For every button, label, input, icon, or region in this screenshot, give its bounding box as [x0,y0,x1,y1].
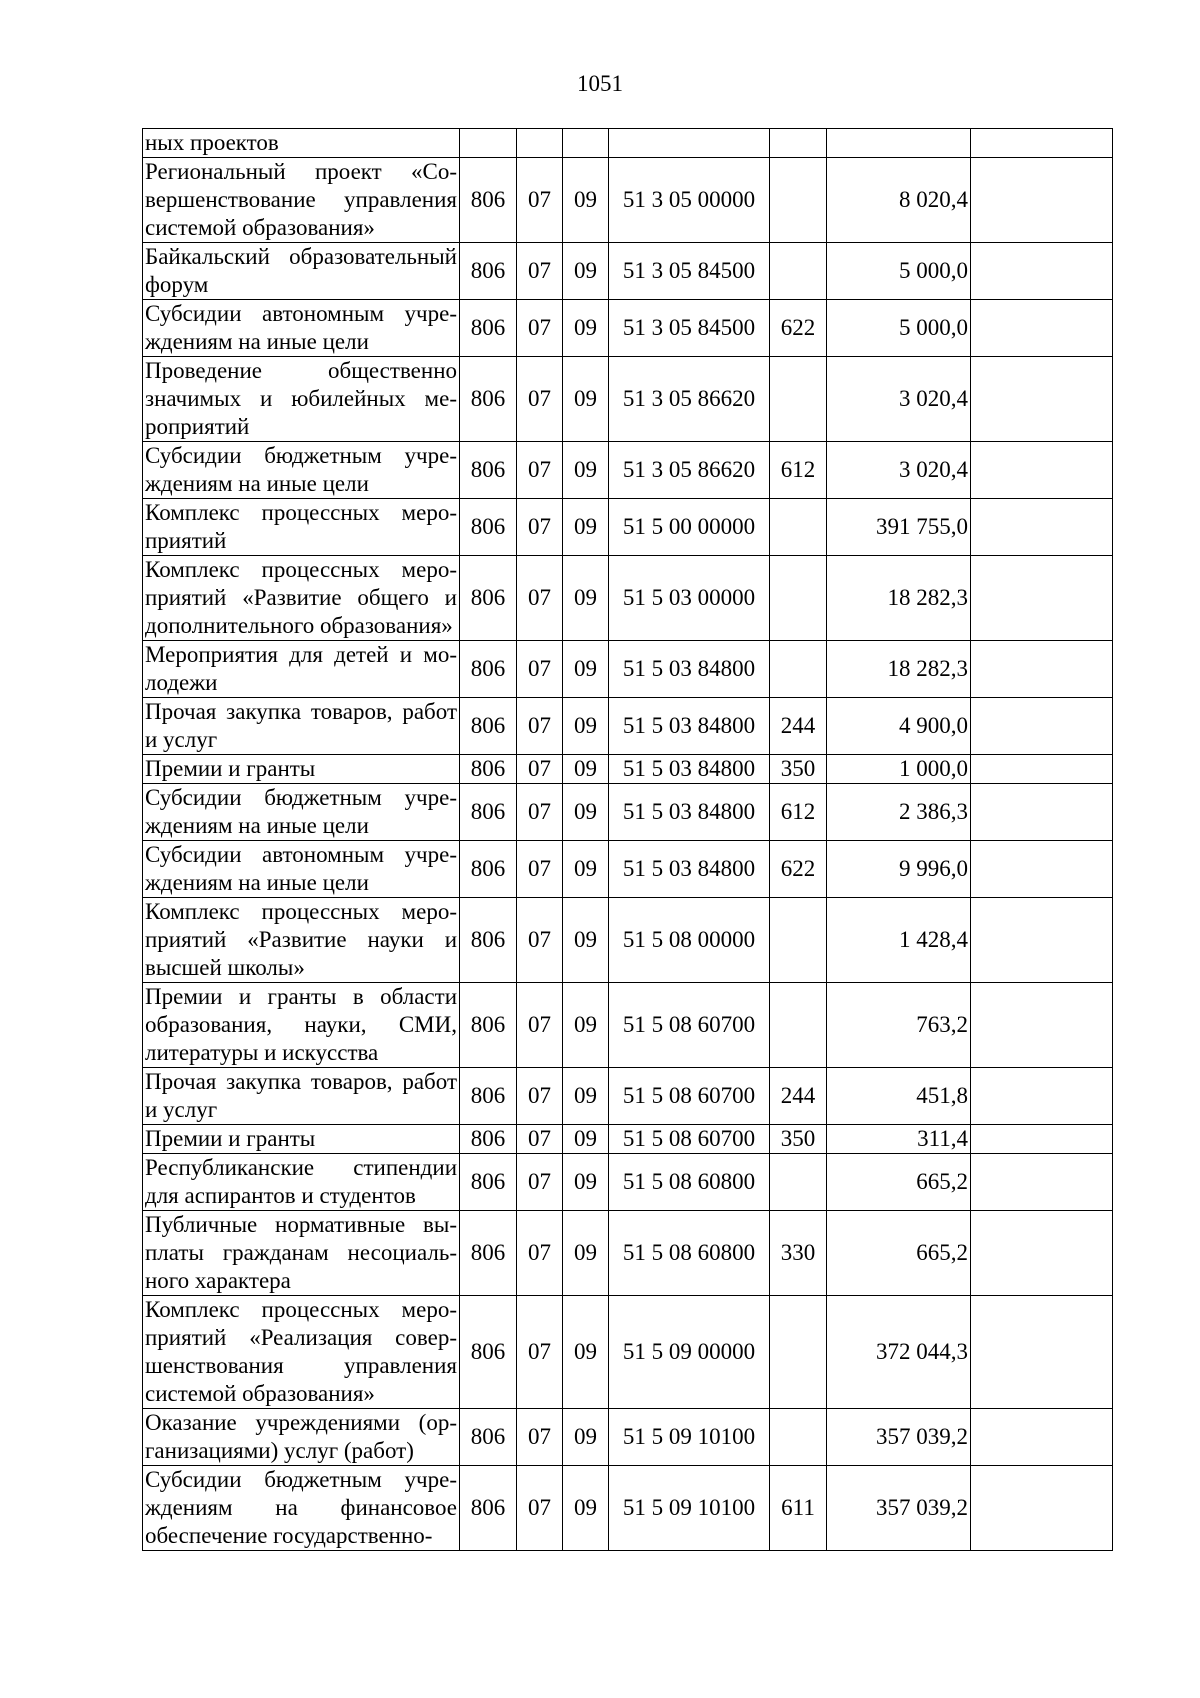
cell-name: ных проектов [143,129,460,158]
cell-target-article-code: 51 5 09 10100 [609,1466,770,1551]
cell-section-code: 07 [517,1296,563,1409]
table-row [143,442,1113,499]
cell-subsection-code: 09 [563,784,609,841]
cell-section-code: 07 [517,755,563,784]
table-row [143,1154,1113,1211]
cell-grbs-code: 806 [460,1409,517,1466]
cell-empty [971,442,1113,499]
cell-target-article-code: 51 5 08 60800 [609,1154,770,1211]
table-row [143,1211,1113,1296]
cell-name: Публичные нормативные выплаты гражданам несоциального характера [143,1211,460,1296]
cell-grbs-code: 806 [460,499,517,556]
cell-grbs-code: 806 [460,1068,517,1125]
cell-empty [971,300,1113,357]
table-row [143,499,1113,556]
cell-subsection-code: 09 [563,158,609,243]
cell-expense-type-code: 622 [770,300,827,357]
cell-expense-type-code [770,983,827,1068]
cell-target-article-code: 51 5 00 00000 [609,499,770,556]
cell-target-article-code: 51 5 03 84800 [609,755,770,784]
cell-grbs-code: 806 [460,898,517,983]
cell-empty [971,898,1113,983]
cell-target-article-code: 51 5 03 00000 [609,556,770,641]
cell-amount: 4 900,0 [827,698,971,755]
table-row [143,1296,1113,1409]
cell-subsection-code: 09 [563,499,609,556]
cell-name: Мероприятия для детей и молодежи [143,641,460,698]
cell-section-code [517,129,563,158]
cell-grbs-code: 806 [460,300,517,357]
cell-grbs-code: 806 [460,698,517,755]
cell-name: Региональный проект «Совершенствование управления системой образования» [143,158,460,243]
cell-expense-type-code: 611 [770,1466,827,1551]
cell-target-article-code: 51 3 05 84500 [609,300,770,357]
cell-empty [971,983,1113,1068]
cell-amount: 8 020,4 [827,158,971,243]
cell-empty [971,1466,1113,1551]
cell-expense-type-code [770,1409,827,1466]
table-row [143,357,1113,442]
cell-expense-type-code [770,641,827,698]
cell-expense-type-code [770,357,827,442]
cell-amount [827,129,971,158]
cell-empty [971,755,1113,784]
cell-name: Премии и гранты [143,755,460,784]
cell-expense-type-code: 330 [770,1211,827,1296]
cell-subsection-code: 09 [563,841,609,898]
cell-empty [971,1125,1113,1154]
cell-empty [971,1211,1113,1296]
cell-expense-type-code [770,158,827,243]
cell-grbs-code: 806 [460,357,517,442]
cell-target-article-code: 51 5 08 60700 [609,1125,770,1154]
cell-grbs-code: 806 [460,442,517,499]
cell-subsection-code: 09 [563,1296,609,1409]
cell-amount: 357 039,2 [827,1466,971,1551]
cell-name: Прочая закупка товаров, работ и услуг [143,698,460,755]
cell-amount: 451,8 [827,1068,971,1125]
cell-expense-type-code [770,898,827,983]
cell-subsection-code: 09 [563,357,609,442]
cell-grbs-code: 806 [460,1125,517,1154]
cell-section-code: 07 [517,983,563,1068]
cell-empty [971,784,1113,841]
cell-name: Республиканские стипендии для аспирантов и студентов [143,1154,460,1211]
cell-name: Субсидии автономным учреждениям на иные цели [143,300,460,357]
cell-amount: 3 020,4 [827,442,971,499]
cell-amount: 5 000,0 [827,243,971,300]
table-row [143,983,1113,1068]
cell-expense-type-code: 612 [770,442,827,499]
cell-target-article-code [609,129,770,158]
cell-section-code: 07 [517,698,563,755]
cell-grbs-code: 806 [460,641,517,698]
cell-amount: 665,2 [827,1154,971,1211]
cell-grbs-code: 806 [460,841,517,898]
cell-name: Комплекс процессных мероприятий «Развитие общего и дополнительного образования» [143,556,460,641]
cell-section-code: 07 [517,841,563,898]
table-row [143,556,1113,641]
cell-grbs-code: 806 [460,755,517,784]
cell-name: Субсидии бюджетным учреждениям на иные цели [143,784,460,841]
cell-amount: 5 000,0 [827,300,971,357]
cell-grbs-code: 806 [460,1154,517,1211]
table-row [143,1125,1113,1154]
cell-name: Комплекс процессных мероприятий «Реализация совершенствования управления системой образования» [143,1296,460,1409]
cell-target-article-code: 51 3 05 84500 [609,243,770,300]
cell-subsection-code: 09 [563,641,609,698]
cell-subsection-code: 09 [563,442,609,499]
cell-subsection-code: 09 [563,755,609,784]
cell-subsection-code: 09 [563,1409,609,1466]
cell-section-code: 07 [517,1154,563,1211]
cell-name: Субсидии бюджетным учреждениям на иные цели [143,442,460,499]
cell-expense-type-code: 244 [770,698,827,755]
budget-table [142,128,1113,1551]
cell-subsection-code: 09 [563,243,609,300]
cell-name: Оказание учреждениями (организациями) услуг (работ) [143,1409,460,1466]
cell-empty [971,641,1113,698]
cell-subsection-code: 09 [563,1154,609,1211]
cell-amount: 2 386,3 [827,784,971,841]
cell-expense-type-code [770,556,827,641]
cell-name: Комплекс процессных мероприятий [143,499,460,556]
table-row [143,698,1113,755]
cell-section-code: 07 [517,1068,563,1125]
cell-amount: 665,2 [827,1211,971,1296]
cell-name: Субсидии бюджетным учреждениям на финансовое обеспечение государственно- [143,1466,460,1551]
cell-empty [971,129,1113,158]
cell-amount: 357 039,2 [827,1409,971,1466]
cell-grbs-code: 806 [460,983,517,1068]
cell-amount: 18 282,3 [827,641,971,698]
cell-subsection-code: 09 [563,1466,609,1551]
table-row [143,1068,1113,1125]
table-row [143,243,1113,300]
cell-empty [971,1154,1113,1211]
cell-expense-type-code [770,1296,827,1409]
table-body [143,129,1113,1551]
cell-target-article-code: 51 3 05 86620 [609,442,770,499]
cell-expense-type-code [770,129,827,158]
cell-name: Комплекс процессных мероприятий «Развитие науки и высшей школы» [143,898,460,983]
cell-empty [971,1296,1113,1409]
cell-section-code: 07 [517,1466,563,1551]
cell-amount: 3 020,4 [827,357,971,442]
cell-empty [971,698,1113,755]
cell-empty [971,841,1113,898]
table-row [143,1466,1113,1551]
table-row [143,841,1113,898]
cell-grbs-code [460,129,517,158]
cell-section-code: 07 [517,1211,563,1296]
cell-subsection-code: 09 [563,1068,609,1125]
cell-target-article-code: 51 3 05 00000 [609,158,770,243]
cell-target-article-code: 51 5 03 84800 [609,641,770,698]
cell-section-code: 07 [517,158,563,243]
cell-empty [971,243,1113,300]
cell-empty [971,499,1113,556]
cell-name: Премии и гранты в области образования, науки, СМИ, литературы и искусства [143,983,460,1068]
cell-grbs-code: 806 [460,1466,517,1551]
cell-amount: 311,4 [827,1125,971,1154]
cell-grbs-code: 806 [460,158,517,243]
table-row [143,1409,1113,1466]
cell-subsection-code: 09 [563,1211,609,1296]
table-row [143,129,1113,158]
cell-amount: 18 282,3 [827,556,971,641]
cell-amount: 391 755,0 [827,499,971,556]
cell-subsection-code: 09 [563,1125,609,1154]
cell-section-code: 07 [517,556,563,641]
cell-target-article-code: 51 5 08 60800 [609,1211,770,1296]
cell-section-code: 07 [517,499,563,556]
cell-target-article-code: 51 5 08 60700 [609,1068,770,1125]
cell-name: Премии и гранты [143,1125,460,1154]
cell-target-article-code: 51 5 08 00000 [609,898,770,983]
cell-empty [971,556,1113,641]
cell-grbs-code: 806 [460,1296,517,1409]
table-row [143,755,1113,784]
cell-amount: 1 000,0 [827,755,971,784]
cell-expense-type-code: 622 [770,841,827,898]
cell-section-code: 07 [517,1409,563,1466]
cell-name: Прочая закупка товаров, работ и услуг [143,1068,460,1125]
cell-target-article-code: 51 5 03 84800 [609,784,770,841]
cell-grbs-code: 806 [460,243,517,300]
cell-expense-type-code [770,243,827,300]
cell-target-article-code: 51 5 09 00000 [609,1296,770,1409]
cell-expense-type-code: 612 [770,784,827,841]
cell-section-code: 07 [517,357,563,442]
cell-empty [971,1409,1113,1466]
cell-section-code: 07 [517,1125,563,1154]
table-row [143,641,1113,698]
cell-subsection-code: 09 [563,698,609,755]
cell-amount: 763,2 [827,983,971,1068]
cell-section-code: 07 [517,784,563,841]
table-row [143,784,1113,841]
cell-subsection-code: 09 [563,556,609,641]
cell-empty [971,158,1113,243]
cell-grbs-code: 806 [460,556,517,641]
cell-expense-type-code: 244 [770,1068,827,1125]
cell-name: Проведение общественно значимых и юбилейных мероприятий [143,357,460,442]
cell-grbs-code: 806 [460,1211,517,1296]
table-row [143,898,1113,983]
cell-empty [971,357,1113,442]
table-row [143,300,1113,357]
table-row [143,158,1113,243]
cell-subsection-code: 09 [563,300,609,357]
cell-amount: 1 428,4 [827,898,971,983]
cell-target-article-code: 51 5 08 60700 [609,983,770,1068]
cell-expense-type-code: 350 [770,1125,827,1154]
cell-target-article-code: 51 5 03 84800 [609,698,770,755]
cell-expense-type-code: 350 [770,755,827,784]
cell-target-article-code: 51 3 05 86620 [609,357,770,442]
cell-section-code: 07 [517,898,563,983]
cell-target-article-code: 51 5 09 10100 [609,1409,770,1466]
cell-amount: 372 044,3 [827,1296,971,1409]
cell-name: Байкальский образовательный форум [143,243,460,300]
cell-amount: 9 996,0 [827,841,971,898]
cell-empty [971,1068,1113,1125]
cell-subsection-code [563,129,609,158]
cell-section-code: 07 [517,641,563,698]
cell-section-code: 07 [517,442,563,499]
cell-target-article-code: 51 5 03 84800 [609,841,770,898]
cell-subsection-code: 09 [563,983,609,1068]
page-number: 1051 [577,71,623,96]
cell-expense-type-code [770,499,827,556]
cell-name: Субсидии автономным учреждениям на иные цели [143,841,460,898]
cell-grbs-code: 806 [460,784,517,841]
cell-section-code: 07 [517,300,563,357]
cell-expense-type-code [770,1154,827,1211]
cell-section-code: 07 [517,243,563,300]
cell-subsection-code: 09 [563,898,609,983]
